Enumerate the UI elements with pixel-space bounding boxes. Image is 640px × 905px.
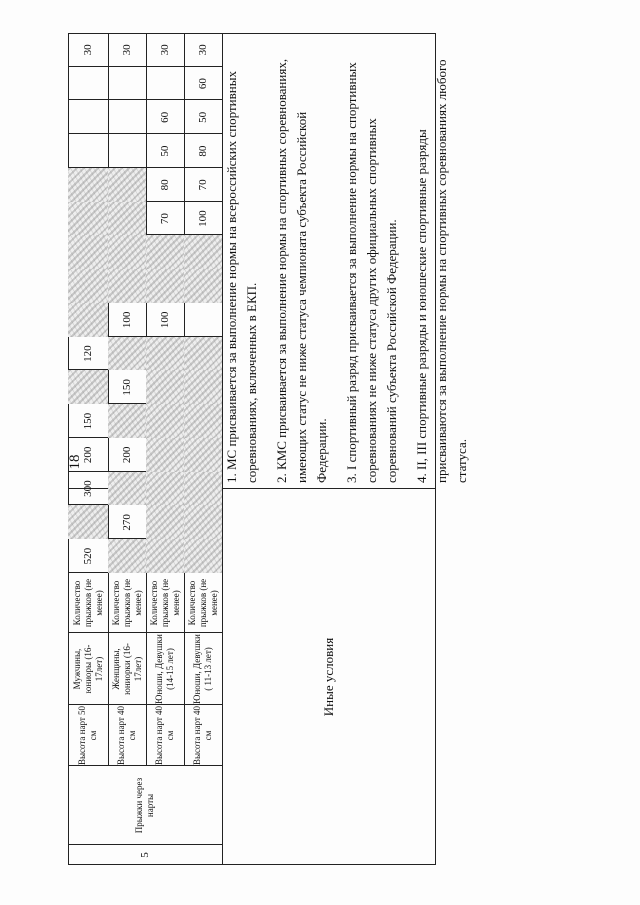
value-cell xyxy=(68,371,108,405)
age-group-cell: Женщины, юниорки (16-17лет) xyxy=(110,643,143,695)
unit-cell: Количество прыжков (не менее) xyxy=(148,578,181,628)
value-cell xyxy=(146,472,184,506)
sled-height-cell: Высота нарт 50 см xyxy=(77,705,98,766)
sled-height-cell: Высота нарт 40 см xyxy=(154,705,175,766)
value-cell: 80 xyxy=(159,179,171,191)
value-cell: 100 xyxy=(197,210,209,227)
value-cell xyxy=(108,236,146,270)
value-cell xyxy=(146,539,184,573)
page-number: 18 xyxy=(67,454,83,470)
value-cell xyxy=(68,202,108,236)
value-cell: 80 xyxy=(197,145,209,157)
value-cell xyxy=(184,506,222,540)
value-cell xyxy=(184,337,222,371)
note-ms: 1. МС присваивается за выполнение нормы на всероссийских спортивных соревнованиях, включенных в ЕКП. xyxy=(224,71,259,483)
age-group-cell: Юноши, Девушки (14-15 лет) xyxy=(154,634,175,704)
value-cell xyxy=(146,438,184,472)
value-cell xyxy=(108,202,146,236)
value-cell: 70 xyxy=(159,213,171,225)
value-cell: 150 xyxy=(121,379,133,396)
value-cell xyxy=(68,269,108,303)
value-cell xyxy=(108,337,146,371)
value-cell: 100 xyxy=(121,311,133,329)
value-cell xyxy=(68,303,108,337)
value-cell xyxy=(184,236,222,270)
note-first-rank: 3. I спортивный разряд присваивается за выполнение нормы на спортивных соревнованиях не ниже статуса других официальных спортивных соревнований субъекта Российской Федерации. xyxy=(344,62,399,483)
value-cell xyxy=(184,438,222,472)
other-conditions-notes xyxy=(222,39,469,489)
unit-cell: Количество прыжков (не менее) xyxy=(110,578,143,628)
unit-cell: Количество прыжков (не менее) xyxy=(71,578,104,628)
value-cell: 300 xyxy=(82,480,94,497)
value-cell: 270 xyxy=(121,514,133,531)
value-cell xyxy=(146,236,184,270)
age-group-cell: Мужчины, юниоры (16-17лет) xyxy=(71,644,104,694)
value-cell: 70 xyxy=(197,179,209,191)
value-cell: 30 xyxy=(159,44,171,56)
unit-cell: Количество прыжков (не менее) xyxy=(186,578,219,628)
value-cell xyxy=(184,472,222,506)
value-cell: 60 xyxy=(159,111,171,123)
value-cell: 30 xyxy=(82,44,94,56)
value-cell xyxy=(68,506,108,540)
note-kms: 2. КМС присваивается за выполнение нормы на спортивных соревнованиях, имеющих статус не ниже статуса чемпионата субъекта Российской Федерации. xyxy=(274,58,329,483)
value-cell xyxy=(146,33,184,67)
value-cell xyxy=(146,506,184,540)
value-cell: 200 xyxy=(121,446,133,464)
other-conditions-label: Иные условия xyxy=(321,637,336,717)
value-cell: 50 xyxy=(197,111,209,123)
standards-table xyxy=(68,33,469,865)
value-cell xyxy=(146,337,184,371)
value-cell xyxy=(68,168,108,202)
value-cell: 50 xyxy=(159,145,171,157)
sled-height-cell: Высота нарт 40 см xyxy=(116,705,137,766)
value-cell xyxy=(184,269,222,303)
discipline-name: Прыжки через нарты xyxy=(134,777,155,834)
value-cell: 150 xyxy=(82,412,94,430)
value-cell: 200 xyxy=(82,446,94,464)
value-cell xyxy=(184,404,222,438)
value-cell xyxy=(184,539,222,573)
value-cell xyxy=(108,472,146,506)
value-cell: 100 xyxy=(159,311,171,329)
row-number: 5 xyxy=(139,852,151,858)
value-cell xyxy=(146,404,184,438)
value-cell xyxy=(108,269,146,303)
value-cell xyxy=(108,168,146,202)
value-cell: 520 xyxy=(82,547,94,565)
value-cell: 30 xyxy=(197,44,209,56)
value-cell xyxy=(108,539,146,573)
sled-height-cell: Высота нарт 40 см xyxy=(192,705,213,766)
value-cell xyxy=(68,236,108,270)
value-cell: 120 xyxy=(82,345,94,362)
note-junior-ranks: 4. II, III спортивные разряды и юношеские спортивные разряды присваиваются за выполнение нормы на спортивных соревнованиях любого статуса. xyxy=(414,59,469,483)
value-cell xyxy=(146,371,184,405)
value-cell xyxy=(146,269,184,303)
value-cell xyxy=(108,404,146,438)
value-cell xyxy=(184,371,222,405)
value-cell: 30 xyxy=(121,44,133,56)
age-group-cell: Юноши, Девушки ( 11-13 лет) xyxy=(192,634,213,704)
value-cell: 60 xyxy=(197,78,209,90)
